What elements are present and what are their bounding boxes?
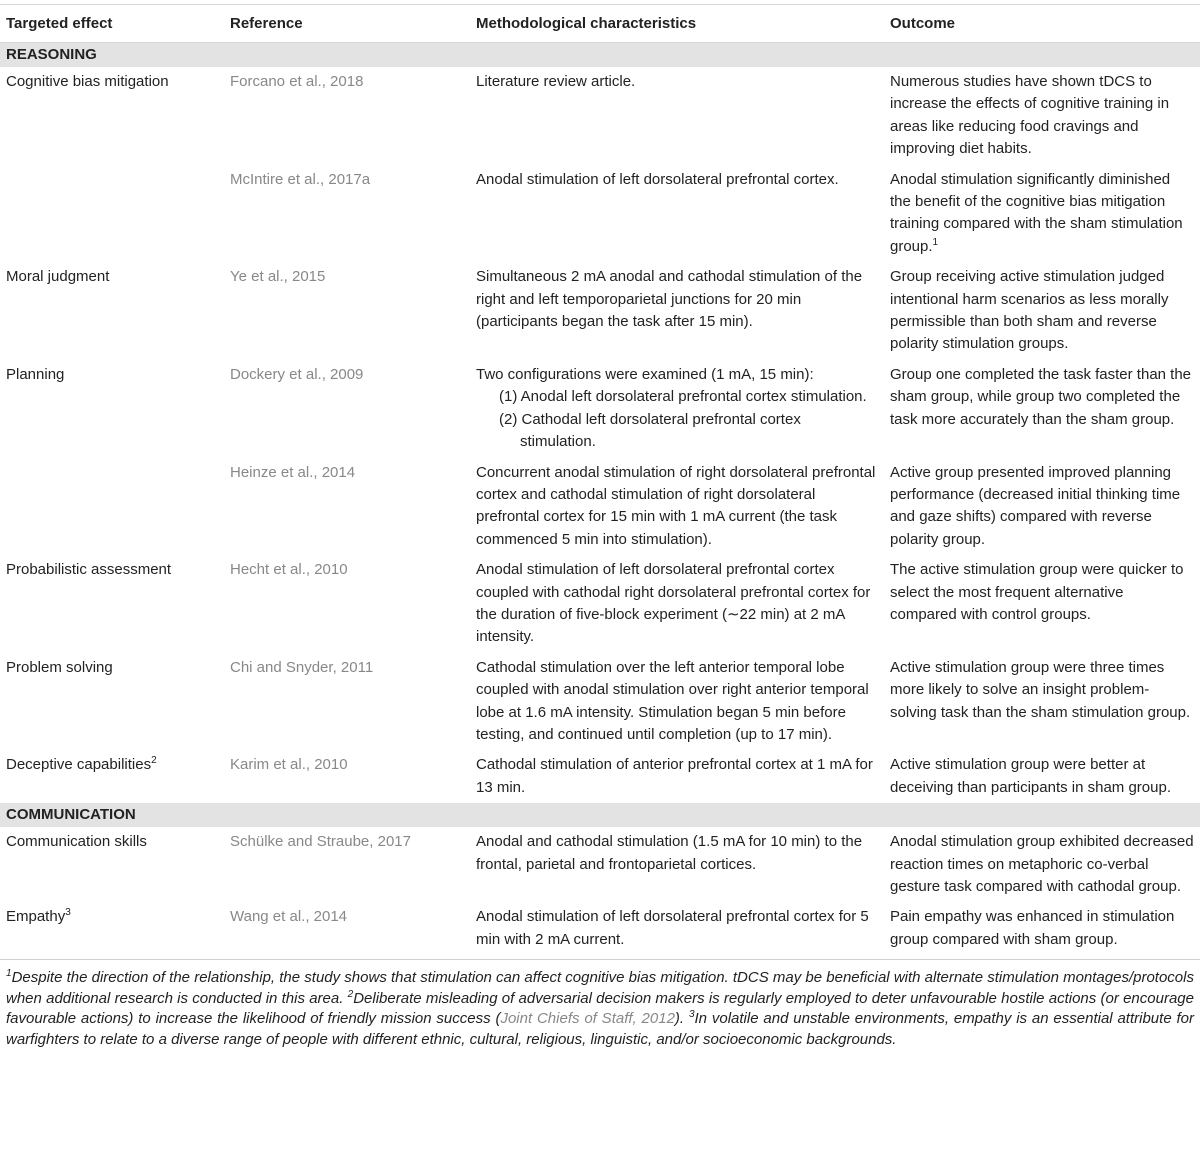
reference-cell[interactable]: Karim et al., 2010 — [230, 756, 348, 774]
header-targeted-effect: Targeted effect — [0, 5, 224, 43]
section-row — [0, 803, 1200, 827]
targeted-effect-cell — [0, 458, 224, 556]
configuration-item: (1) Anodal left dorsolateral prefrontal cortex stimulation. — [499, 388, 867, 406]
section-title: COMMUNICATION — [0, 803, 1200, 827]
footnote-2-mark: 2 — [347, 988, 354, 1000]
targeted-effect-cell — [0, 165, 224, 263]
targeted-effect-cell — [0, 827, 224, 902]
method-text: Anodal stimulation of left dorsolateral prefrontal cortex. — [476, 170, 839, 188]
method-text: Anodal and cathodal stimulation (1.5 mA for 10 min) to the frontal, parietal and frontoparietal cortices. — [476, 833, 863, 873]
targeted-effect-cell — [0, 653, 224, 751]
targeted-effect-cell — [0, 750, 224, 803]
table-row — [0, 750, 1200, 803]
targeted-effect-text: Cognitive bias mitigation — [6, 73, 169, 90]
outcome-text: Active group presented improved planning performance (decreased initial thinking time and gaze shifts) compared with reverse polarity group. — [890, 463, 1181, 548]
table-body — [0, 43, 1200, 956]
results-table — [0, 4, 1200, 955]
outcome-cell — [884, 458, 1200, 556]
footnote-1-mark: 1 — [6, 968, 12, 980]
table-row — [0, 360, 1200, 458]
method-text: Two configurations were examined (1 mA, 15 min): — [476, 365, 814, 383]
table-row — [0, 67, 1200, 165]
targeted-effect-text: Moral judgment — [6, 268, 110, 286]
targeted-effect-cell — [0, 360, 224, 458]
targeted-effect-cell — [0, 67, 224, 165]
reference-cell[interactable]: Forcano et al., 2018 — [230, 73, 364, 90]
method-text: Concurrent anodal stimulation of right dorsolateral prefrontal cortex and cathodal stimulation of right dorsolateral prefrontal cortex for 15 min with 1 mA current (the task commenced 5 min into stimulation). — [476, 463, 876, 548]
footnote-3-text: In volatile and unstable environments, empathy is an essential attribute for warfighters to relate to a diverse range of people with different ethnic, cultural, religious, linguistic, and/or socioeconomic backgrounds. — [6, 1010, 1194, 1048]
targeted-effect-text: Probabilistic assessment — [6, 561, 172, 579]
reference-cell[interactable]: Chi and Snyder, 2011 — [230, 658, 374, 676]
table-row — [0, 827, 1200, 902]
reference-cell[interactable]: Heinze et al., 2014 — [230, 463, 356, 481]
targeted-effect-cell — [0, 262, 224, 360]
header-outcome: Outcome — [884, 5, 1200, 43]
table-header — [0, 5, 1200, 43]
footnotes — [0, 959, 1200, 1050]
footnote-marker: 1 — [932, 236, 939, 248]
section-title: REASONING — [0, 43, 1200, 68]
outcome-cell — [884, 750, 1200, 803]
configuration-list — [476, 386, 878, 453]
targeted-effect-text: Problem solving — [6, 658, 113, 676]
footnote-1-text: Despite the direction of the relationship, the study shows that stimulation can affect cognitive bias mitigation. tDCS may be beneficial with alternate stimulation montages/protocols when additional research is conducted in this area. — [6, 969, 1194, 1007]
header-methodological-characteristics: Methodological characteristics — [470, 5, 884, 43]
method-text: Literature review article. — [476, 73, 636, 90]
outcome-text: Pain empathy was enhanced in stimulation group compared with sham group. — [890, 908, 1175, 948]
outcome-text: Active stimulation group were three times more likely to solve an insight problem-solving task than the sham stimulation group. — [890, 658, 1191, 721]
method-cell — [470, 750, 884, 803]
method-cell — [470, 653, 884, 751]
section-row — [0, 43, 1200, 68]
method-cell — [470, 458, 884, 556]
targeted-effect-text: Communication skills — [6, 833, 147, 851]
table-row — [0, 902, 1200, 955]
table-row — [0, 458, 1200, 556]
outcome-cell — [884, 165, 1200, 263]
reference-cell[interactable]: Dockery et al., 2009 — [230, 365, 364, 383]
targeted-effect-text: Empathy — [6, 908, 66, 926]
method-text: Cathodal stimulation of anterior prefrontal cortex at 1 mA for 13 min. — [476, 756, 873, 796]
outcome-text: Numerous studies have shown tDCS to increase the effects of cognitive training in areas like reducing food cravings and improving diet habits. — [890, 73, 1170, 158]
method-cell — [470, 555, 884, 653]
outcome-text: Anodal stimulation group exhibited decreased reaction times on metaphoric co-verbal gesture task compared with cathodal group. — [890, 833, 1194, 895]
reference-cell[interactable]: Hecht et al., 2010 — [230, 561, 348, 579]
outcome-text: Group receiving active stimulation judged intentional harm scenarios as less morally permissible than both sham and reverse polarity stimulation groups. — [890, 268, 1169, 353]
footnote-2-text: Deliberate misleading of adversarial decision makers is regularly employed to deter unfavourable hostile actions (or encourage favourable actions) to increase the likelihood of friendly mission success ( — [6, 989, 1194, 1028]
outcome-cell — [884, 555, 1200, 653]
outcome-cell — [884, 902, 1200, 955]
method-cell — [470, 360, 884, 458]
targeted-effect-cell — [0, 555, 224, 653]
table-row — [0, 165, 1200, 263]
outcome-text: The active stimulation group were quicker to select the most frequent alternative compared with control groups. — [890, 561, 1184, 623]
outcome-text: Group one completed the task faster than the sham group, while group two completed the task more accurately than the sham group. — [890, 365, 1192, 428]
method-text: Anodal stimulation of left dorsolateral prefrontal cortex coupled with cathodal right dorsolateral prefrontal cortex for the duration of five-block experiment (∼22 min) at 2 mA intensity. — [476, 561, 871, 646]
method-cell — [470, 67, 884, 165]
targeted-effect-cell — [0, 902, 224, 955]
outcome-cell — [884, 360, 1200, 458]
reference-cell[interactable]: Wang et al., 2014 — [230, 908, 348, 926]
outcome-text: Active stimulation group were better at deceiving than participants in sham group. — [890, 756, 1172, 796]
outcome-cell — [884, 67, 1200, 165]
method-text: Cathodal stimulation over the left anterior temporal lobe coupled with anodal stimulation over right anterior temporal lobe at 1.6 mA intensity. Stimulation began 5 min before testing, and continued until completion (up to 17 min). — [476, 658, 869, 743]
footnote-marker: 3 — [65, 907, 71, 919]
reference-cell[interactable]: Ye et al., 2015 — [230, 268, 326, 286]
outcome-cell — [884, 262, 1200, 360]
method-cell — [470, 262, 884, 360]
table-row — [0, 653, 1200, 751]
outcome-cell — [884, 827, 1200, 902]
method-text: Simultaneous 2 mA anodal and cathodal stimulation of the right and left temporoparietal junctions for 20 min (participants began the task after 15 min). — [476, 268, 863, 331]
method-cell — [470, 165, 884, 263]
reference-cell[interactable]: Schülke and Straube, 2017 — [230, 833, 411, 851]
outcome-text: Anodal stimulation significantly diminished the benefit of the cognitive bias mitigation training compared with the sham stimulation group. — [890, 170, 1183, 255]
footnote-marker: 2 — [151, 755, 157, 767]
method-text: Anodal stimulation of left dorsolateral prefrontal cortex for 5 min with 2 mA current. — [476, 908, 869, 948]
outcome-cell — [884, 653, 1200, 751]
footnote-3-mark: 3 — [688, 1009, 695, 1021]
method-cell — [470, 902, 884, 955]
configuration-item: (2) Cathodal left dorsolateral prefrontal cortex stimulation. — [499, 410, 801, 451]
method-cell — [470, 827, 884, 902]
footnote-2-citation-link[interactable]: Joint Chiefs of Staff, 2012 — [500, 1010, 675, 1028]
targeted-effect-text: Planning — [6, 365, 65, 383]
header-row — [0, 5, 1200, 43]
reference-cell[interactable]: McIntire et al., 2017a — [230, 170, 371, 188]
targeted-effect-text: Deceptive capabilities — [6, 756, 152, 774]
table-row — [0, 555, 1200, 653]
footnote-2-end: ). — [674, 1010, 689, 1028]
table-row — [0, 262, 1200, 360]
header-reference: Reference — [224, 5, 470, 43]
